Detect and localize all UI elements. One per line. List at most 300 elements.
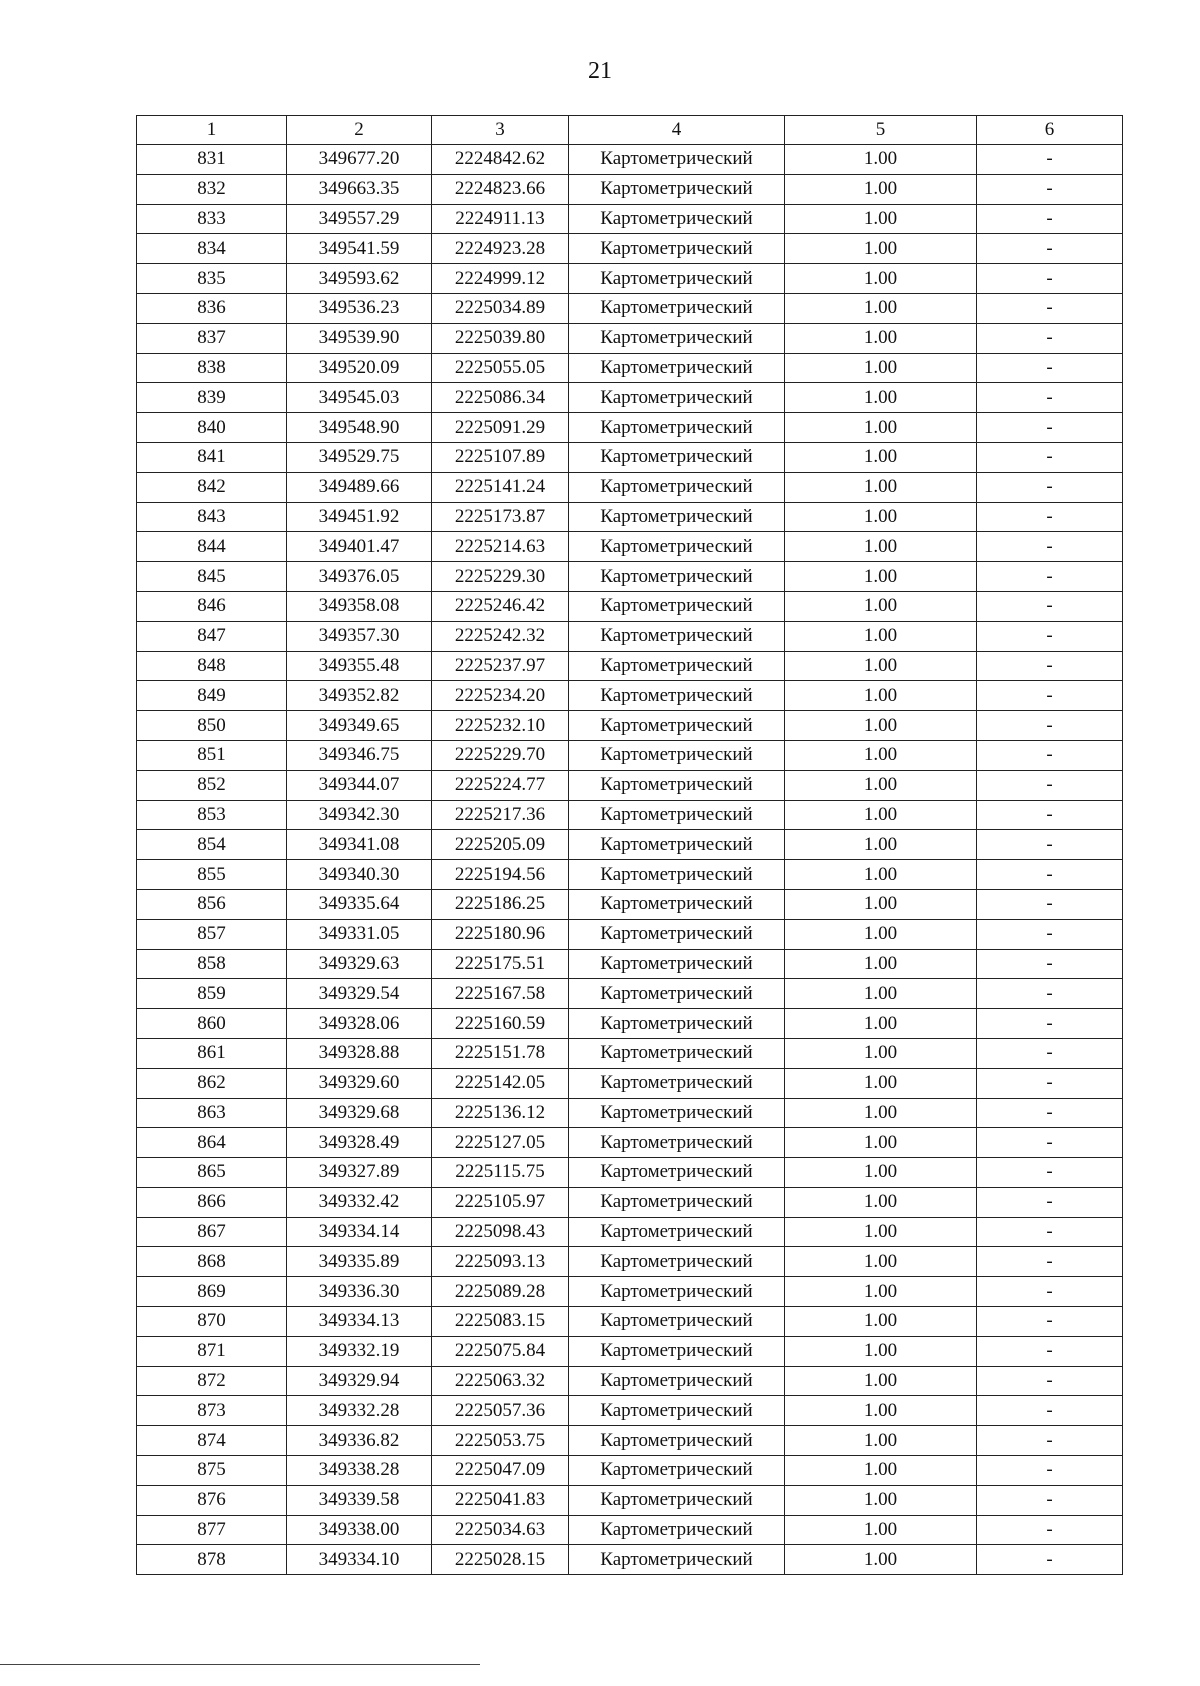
table-cell: - <box>977 383 1123 413</box>
table-cell: 1.00 <box>785 353 977 383</box>
table-row <box>137 293 1123 323</box>
table-cell: Картометрический <box>569 174 785 204</box>
table-cell: Картометрический <box>569 234 785 264</box>
table-cell: 349332.28 <box>287 1396 432 1426</box>
table-cell: Картометрический <box>569 1277 785 1307</box>
table-cell: 349340.30 <box>287 860 432 890</box>
table-cell: 866 <box>137 1187 287 1217</box>
table-cell: 1.00 <box>785 651 977 681</box>
table-cell: 2225055.05 <box>432 353 569 383</box>
table-row <box>137 1515 1123 1545</box>
table-cell: 1.00 <box>785 204 977 234</box>
table-cell: 1.00 <box>785 1217 977 1247</box>
table-cell: - <box>977 323 1123 353</box>
table-cell: 1.00 <box>785 860 977 890</box>
table-cell: 349332.42 <box>287 1187 432 1217</box>
table-cell: 855 <box>137 860 287 890</box>
table-cell: 2225093.13 <box>432 1247 569 1277</box>
table-row <box>137 1426 1123 1456</box>
table-cell: 349548.90 <box>287 413 432 443</box>
table-cell: Картометрический <box>569 472 785 502</box>
table-cell: Картометрический <box>569 1426 785 1456</box>
table-cell: 1.00 <box>785 949 977 979</box>
table-cell: - <box>977 413 1123 443</box>
table-cell: 2225098.43 <box>432 1217 569 1247</box>
table-cell: Картометрический <box>569 681 785 711</box>
table-cell: Картометрический <box>569 651 785 681</box>
table-row <box>137 1307 1123 1337</box>
table-cell: 349331.05 <box>287 919 432 949</box>
table-cell: 1.00 <box>785 323 977 353</box>
table-cell: 858 <box>137 949 287 979</box>
table-cell: 2225053.75 <box>432 1426 569 1456</box>
table-cell: 851 <box>137 740 287 770</box>
table-cell: 349335.64 <box>287 889 432 919</box>
table-cell: 1.00 <box>785 889 977 919</box>
table-cell: Картометрический <box>569 383 785 413</box>
table-row <box>137 532 1123 562</box>
table-cell: - <box>977 1217 1123 1247</box>
table-cell: Картометрический <box>569 1158 785 1188</box>
table-cell: 349545.03 <box>287 383 432 413</box>
table-cell: Картометрический <box>569 740 785 770</box>
table-cell: 871 <box>137 1336 287 1366</box>
table-cell: 1.00 <box>785 1098 977 1128</box>
table-cell: - <box>977 1009 1123 1039</box>
table-cell: 2225039.80 <box>432 323 569 353</box>
table-cell: - <box>977 1098 1123 1128</box>
table-cell: 1.00 <box>785 1277 977 1307</box>
table-cell: 1.00 <box>785 1187 977 1217</box>
table-cell: 1.00 <box>785 770 977 800</box>
table-row <box>137 1366 1123 1396</box>
table-row <box>137 442 1123 472</box>
table-cell: 2225160.59 <box>432 1009 569 1039</box>
table-cell: 2224923.28 <box>432 234 569 264</box>
table-cell: - <box>977 1128 1123 1158</box>
table-cell: 349338.00 <box>287 1515 432 1545</box>
bottom-rule <box>0 1664 480 1665</box>
table-cell: - <box>977 234 1123 264</box>
table-cell: Картометрический <box>569 919 785 949</box>
table-cell: Картометрический <box>569 1545 785 1575</box>
table-row <box>137 562 1123 592</box>
table-cell: 2225237.97 <box>432 651 569 681</box>
table-cell: 837 <box>137 323 287 353</box>
table-cell: 349328.88 <box>287 1038 432 1068</box>
table-cell: 349329.68 <box>287 1098 432 1128</box>
table-cell: 349328.06 <box>287 1009 432 1039</box>
table-cell: Картометрический <box>569 1187 785 1217</box>
header-cell: 3 <box>432 116 569 145</box>
table-cell: Картометрический <box>569 1068 785 1098</box>
table-cell: 2225047.09 <box>432 1456 569 1486</box>
table-cell: 349344.07 <box>287 770 432 800</box>
table-cell: - <box>977 949 1123 979</box>
table-cell: 839 <box>137 383 287 413</box>
table-row <box>137 174 1123 204</box>
table-cell: 862 <box>137 1068 287 1098</box>
table-cell: Картометрический <box>569 264 785 294</box>
table-cell: Картометрический <box>569 711 785 741</box>
table-cell: - <box>977 651 1123 681</box>
table-cell: - <box>977 1396 1123 1426</box>
table-cell: Картометрический <box>569 1485 785 1515</box>
table-cell: 349593.62 <box>287 264 432 294</box>
table-cell: - <box>977 800 1123 830</box>
table-cell: 349334.14 <box>287 1217 432 1247</box>
table-cell: 349338.28 <box>287 1456 432 1486</box>
table-cell: 1.00 <box>785 1038 977 1068</box>
table-cell: 842 <box>137 472 287 502</box>
table-row <box>137 1485 1123 1515</box>
table-cell: 2225224.77 <box>432 770 569 800</box>
table-cell: 1.00 <box>785 234 977 264</box>
table-cell: 2224911.13 <box>432 204 569 234</box>
table-cell: 349335.89 <box>287 1247 432 1277</box>
table-cell: 1.00 <box>785 830 977 860</box>
table-cell: 349357.30 <box>287 621 432 651</box>
table-row <box>137 770 1123 800</box>
table-cell: - <box>977 889 1123 919</box>
table-cell: Картометрический <box>569 949 785 979</box>
table-cell: 349352.82 <box>287 681 432 711</box>
table-row <box>137 1217 1123 1247</box>
table-cell: 863 <box>137 1098 287 1128</box>
table-cell: 1.00 <box>785 472 977 502</box>
table-cell: 2225246.42 <box>432 591 569 621</box>
table-cell: 349520.09 <box>287 353 432 383</box>
header-cell: 1 <box>137 116 287 145</box>
table-cell: 349677.20 <box>287 145 432 175</box>
table-cell: 1.00 <box>785 740 977 770</box>
table-cell: - <box>977 145 1123 175</box>
table-row <box>137 413 1123 443</box>
table-cell: 1.00 <box>785 1366 977 1396</box>
table-cell: Картометрический <box>569 1366 785 1396</box>
table-cell: 2225086.34 <box>432 383 569 413</box>
table-cell: 2225083.15 <box>432 1307 569 1337</box>
table-cell: 2225180.96 <box>432 919 569 949</box>
table-row <box>137 1128 1123 1158</box>
table-cell: - <box>977 264 1123 294</box>
header-cell: 4 <box>569 116 785 145</box>
table-row <box>137 740 1123 770</box>
header-cell: 2 <box>287 116 432 145</box>
table-row <box>137 1277 1123 1307</box>
table-cell: Картометрический <box>569 1247 785 1277</box>
table-cell: Картометрический <box>569 1128 785 1158</box>
table-cell: - <box>977 532 1123 562</box>
table-row <box>137 1009 1123 1039</box>
table-cell: 1.00 <box>785 621 977 651</box>
table-cell: - <box>977 562 1123 592</box>
table-cell: 2225034.63 <box>432 1515 569 1545</box>
table-cell: Картометрический <box>569 1336 785 1366</box>
table-cell: - <box>977 770 1123 800</box>
table-cell: - <box>977 860 1123 890</box>
table-cell: 877 <box>137 1515 287 1545</box>
table-cell: 859 <box>137 979 287 1009</box>
table-cell: Картометрический <box>569 1009 785 1039</box>
table-cell: 845 <box>137 562 287 592</box>
table-cell: 873 <box>137 1396 287 1426</box>
table-cell: 349342.30 <box>287 800 432 830</box>
table-cell: 2225142.05 <box>432 1068 569 1098</box>
table-cell: 840 <box>137 413 287 443</box>
table-row <box>137 145 1123 175</box>
table-cell: 349341.08 <box>287 830 432 860</box>
table-cell: 847 <box>137 621 287 651</box>
table-cell: Картометрический <box>569 860 785 890</box>
table-cell: 1.00 <box>785 1426 977 1456</box>
table-row <box>137 711 1123 741</box>
table-cell: 2225136.12 <box>432 1098 569 1128</box>
table-row <box>137 919 1123 949</box>
table-cell: 349349.65 <box>287 711 432 741</box>
table-cell: 2225242.32 <box>432 621 569 651</box>
table-cell: 349339.58 <box>287 1485 432 1515</box>
table-cell: 2225151.78 <box>432 1038 569 1068</box>
table-cell: 1.00 <box>785 264 977 294</box>
table-row <box>137 264 1123 294</box>
table-cell: 1.00 <box>785 532 977 562</box>
table-cell: 349489.66 <box>287 472 432 502</box>
table-cell: Картометрический <box>569 1396 785 1426</box>
table-cell: - <box>977 1456 1123 1486</box>
table-cell: Картометрический <box>569 1515 785 1545</box>
coordinates-table <box>136 115 1123 1575</box>
table-cell: 1.00 <box>785 1515 977 1545</box>
table-cell: - <box>977 1187 1123 1217</box>
table-cell: 1.00 <box>785 979 977 1009</box>
table-cell: - <box>977 830 1123 860</box>
table-cell: - <box>977 1307 1123 1337</box>
table-cell: - <box>977 472 1123 502</box>
table-row <box>137 1396 1123 1426</box>
table-cell: 875 <box>137 1456 287 1486</box>
table-row <box>137 1187 1123 1217</box>
table-cell: 1.00 <box>785 145 977 175</box>
table-cell: 2225173.87 <box>432 502 569 532</box>
table-cell: 1.00 <box>785 1068 977 1098</box>
table-cell: Картометрический <box>569 800 785 830</box>
table-cell: 349358.08 <box>287 591 432 621</box>
table-cell: - <box>977 293 1123 323</box>
table-cell: 349334.10 <box>287 1545 432 1575</box>
table-cell: 869 <box>137 1277 287 1307</box>
table-cell: 841 <box>137 442 287 472</box>
table-cell: 1.00 <box>785 1545 977 1575</box>
table-cell: 2225034.89 <box>432 293 569 323</box>
table-cell: 2224842.62 <box>432 145 569 175</box>
table-cell: 1.00 <box>785 413 977 443</box>
table-cell: Картометрический <box>569 830 785 860</box>
table-cell: 867 <box>137 1217 287 1247</box>
table-cell: 349376.05 <box>287 562 432 592</box>
table-cell: Картометрический <box>569 1456 785 1486</box>
table-cell: 878 <box>137 1545 287 1575</box>
table-cell: Картометрический <box>569 323 785 353</box>
table-cell: Картометрический <box>569 621 785 651</box>
table-cell: 1.00 <box>785 174 977 204</box>
table-cell: - <box>977 502 1123 532</box>
table-cell: 833 <box>137 204 287 234</box>
table-row <box>137 323 1123 353</box>
table-row <box>137 1038 1123 1068</box>
table-row <box>137 830 1123 860</box>
table-cell: - <box>977 204 1123 234</box>
table-cell: 1.00 <box>785 1009 977 1039</box>
table-cell: Картометрический <box>569 502 785 532</box>
table-cell: 2224999.12 <box>432 264 569 294</box>
table-cell: - <box>977 591 1123 621</box>
table-cell: - <box>977 1277 1123 1307</box>
table-cell: 1.00 <box>785 1485 977 1515</box>
table-cell: Картометрический <box>569 145 785 175</box>
table-cell: 848 <box>137 651 287 681</box>
table-cell: Картометрический <box>569 1038 785 1068</box>
table-cell: 2225127.05 <box>432 1128 569 1158</box>
table-cell: 853 <box>137 800 287 830</box>
table-row <box>137 234 1123 264</box>
table-cell: Картометрический <box>569 562 785 592</box>
table-cell: 2225105.97 <box>432 1187 569 1217</box>
table-cell: 349329.60 <box>287 1068 432 1098</box>
table-cell: 2225028.15 <box>432 1545 569 1575</box>
table-row <box>137 621 1123 651</box>
table-cell: 349329.63 <box>287 949 432 979</box>
table-cell: 2225214.63 <box>432 532 569 562</box>
table-cell: Картометрический <box>569 889 785 919</box>
table-cell: 849 <box>137 681 287 711</box>
table-cell: - <box>977 740 1123 770</box>
table-cell: 1.00 <box>785 1128 977 1158</box>
table-cell: 349557.29 <box>287 204 432 234</box>
table-cell: - <box>977 1068 1123 1098</box>
table-cell: - <box>977 681 1123 711</box>
table-row <box>137 979 1123 1009</box>
table-cell: 836 <box>137 293 287 323</box>
table-cell: 831 <box>137 145 287 175</box>
table-row <box>137 383 1123 413</box>
table-cell: 1.00 <box>785 562 977 592</box>
table-body <box>137 145 1123 1575</box>
table-cell: 349334.13 <box>287 1307 432 1337</box>
table-cell: 2225217.36 <box>432 800 569 830</box>
table-cell: 349346.75 <box>287 740 432 770</box>
table-cell: - <box>977 1038 1123 1068</box>
table-cell: 864 <box>137 1128 287 1158</box>
table-cell: Картометрический <box>569 353 785 383</box>
table-row <box>137 1336 1123 1366</box>
table-cell: Картометрический <box>569 591 785 621</box>
table-cell: 1.00 <box>785 591 977 621</box>
table-cell: 860 <box>137 1009 287 1039</box>
table-row <box>137 1158 1123 1188</box>
table-row <box>137 1098 1123 1128</box>
table-row <box>137 800 1123 830</box>
table-cell: 1.00 <box>785 800 977 830</box>
table-cell: 2225229.30 <box>432 562 569 592</box>
table-cell: 854 <box>137 830 287 860</box>
table-cell: Картометрический <box>569 1217 785 1247</box>
table-cell: 349536.23 <box>287 293 432 323</box>
table-cell: - <box>977 1158 1123 1188</box>
table-cell: Картометрический <box>569 204 785 234</box>
table-cell: 2225091.29 <box>432 413 569 443</box>
table-cell: 835 <box>137 264 287 294</box>
table-row <box>137 860 1123 890</box>
table-cell: 874 <box>137 1426 287 1456</box>
table-cell: 2225229.70 <box>432 740 569 770</box>
page-number: 21 <box>588 58 612 84</box>
table-cell: 2225089.28 <box>432 1277 569 1307</box>
table-cell: 2225115.75 <box>432 1158 569 1188</box>
table-cell: 2225232.10 <box>432 711 569 741</box>
table-cell: 349663.35 <box>287 174 432 204</box>
table-cell: 1.00 <box>785 1456 977 1486</box>
table-row <box>137 1068 1123 1098</box>
table-row <box>137 204 1123 234</box>
table-cell: 2225167.58 <box>432 979 569 1009</box>
table-cell: 856 <box>137 889 287 919</box>
table-cell: 850 <box>137 711 287 741</box>
table-cell: - <box>977 442 1123 472</box>
table-cell: 852 <box>137 770 287 800</box>
table-cell: 349529.75 <box>287 442 432 472</box>
table-cell: - <box>977 174 1123 204</box>
table-cell: 1.00 <box>785 681 977 711</box>
table-row <box>137 889 1123 919</box>
table-cell: 349401.47 <box>287 532 432 562</box>
table-cell: 2225205.09 <box>432 830 569 860</box>
table-cell: 865 <box>137 1158 287 1188</box>
table-cell: - <box>977 1545 1123 1575</box>
table-cell: 1.00 <box>785 293 977 323</box>
table-cell: - <box>977 1366 1123 1396</box>
table-cell: 349355.48 <box>287 651 432 681</box>
table-cell: 2225107.89 <box>432 442 569 472</box>
table-header-row <box>137 116 1123 145</box>
table-cell: 876 <box>137 1485 287 1515</box>
table-cell: 1.00 <box>785 1158 977 1188</box>
table-row <box>137 591 1123 621</box>
table-cell: 349329.54 <box>287 979 432 1009</box>
table-cell: - <box>977 1426 1123 1456</box>
table-row <box>137 1456 1123 1486</box>
table-cell: 1.00 <box>785 1307 977 1337</box>
table-cell: - <box>977 1247 1123 1277</box>
table-cell: 870 <box>137 1307 287 1337</box>
table-cell: 349327.89 <box>287 1158 432 1188</box>
table-row <box>137 651 1123 681</box>
table-cell: 2225194.56 <box>432 860 569 890</box>
table-cell: 861 <box>137 1038 287 1068</box>
table-cell: 2224823.66 <box>432 174 569 204</box>
table-cell: 1.00 <box>785 383 977 413</box>
table-cell: 872 <box>137 1366 287 1396</box>
table-cell: 834 <box>137 234 287 264</box>
table-cell: 349336.82 <box>287 1426 432 1456</box>
table-cell: 844 <box>137 532 287 562</box>
table-cell: 349332.19 <box>287 1336 432 1366</box>
table-cell: 1.00 <box>785 442 977 472</box>
table-row <box>137 472 1123 502</box>
table-cell: 349328.49 <box>287 1128 432 1158</box>
table-cell: - <box>977 979 1123 1009</box>
table-cell: 2225141.24 <box>432 472 569 502</box>
